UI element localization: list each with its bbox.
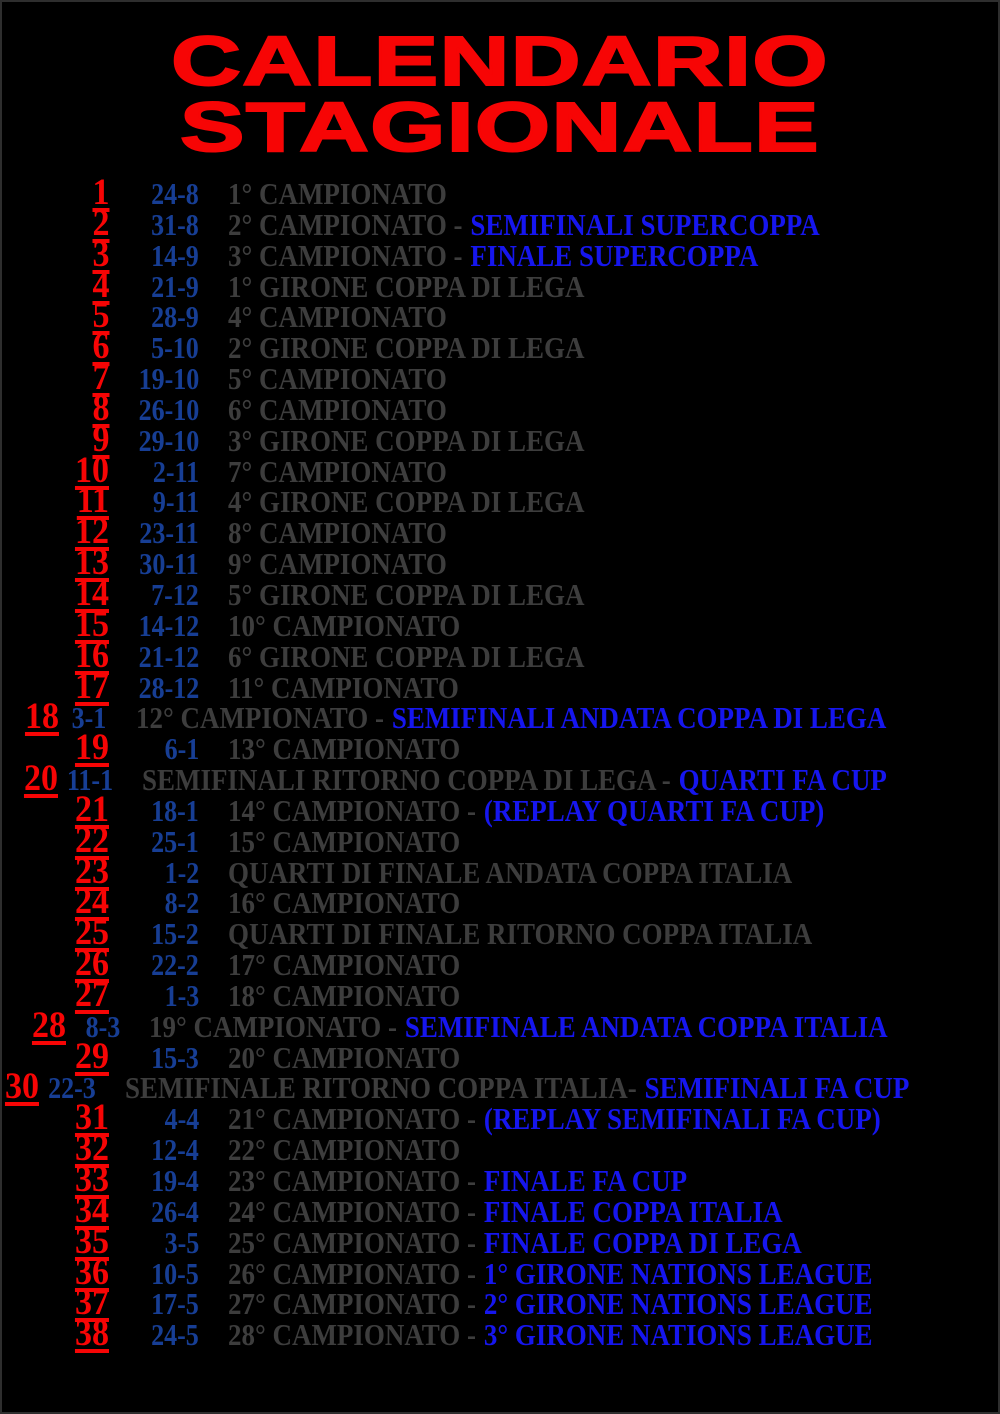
match-date: 23-11	[139, 515, 199, 551]
calendar-row	[2, 634, 998, 676]
match-date: 24-5	[151, 1317, 199, 1353]
event-main-text: SEMIFINALI RITORNO COPPA DI LEGA -	[141, 762, 671, 798]
event-main-text: 2° CAMPIONATO -	[228, 206, 463, 242]
matchday-number: 16	[74, 634, 109, 676]
event-description	[228, 1286, 969, 1322]
match-date: 26-10	[138, 391, 199, 427]
calendar-row	[2, 912, 998, 954]
match-date: 24-8	[151, 176, 199, 211]
match-date: 6-1	[164, 731, 199, 767]
event-description	[228, 1101, 978, 1137]
event-description	[228, 916, 900, 952]
event-description	[135, 700, 998, 736]
matchday-number: 29	[74, 1035, 109, 1077]
matchday-number: 4	[91, 264, 109, 306]
event-main-text: QUARTI DI FINALE ANDATA COPPA ITALIA	[228, 854, 793, 890]
match-date: 17-5	[151, 1286, 199, 1322]
event-description	[228, 638, 638, 674]
matchday-number: 38	[74, 1313, 109, 1355]
matchday-number: 24	[74, 881, 109, 923]
event-main-text: 24° CAMPIONATO -	[228, 1193, 477, 1229]
event-main-text: 8° CAMPIONATO	[228, 515, 447, 551]
calendar-row	[2, 295, 998, 337]
event-description	[228, 361, 480, 397]
match-date: 30-11	[139, 546, 199, 582]
match-date: 29-10	[138, 422, 199, 458]
event-main-text: 18° CAMPIONATO	[228, 977, 461, 1013]
event-description	[228, 422, 638, 458]
calendar-row	[2, 542, 998, 584]
event-description	[228, 1193, 865, 1229]
match-date: 22-3	[48, 1070, 96, 1106]
calendar-row	[2, 172, 998, 213]
event-highlight-text: (REPLAY SEMIFINALI FA CUP)	[483, 1101, 881, 1137]
event-main-text: 9° CAMPIONATO	[228, 546, 447, 582]
page-title-line2: STAGIONALE	[180, 88, 820, 166]
match-date: 3-1	[71, 700, 107, 736]
matchday-number: 6	[91, 326, 109, 368]
matchday-number: 2	[91, 202, 109, 244]
event-main-text: QUARTI DI FINALE RITORNO COPPA ITALIA	[228, 916, 813, 952]
calendar-row	[2, 758, 998, 800]
matchday-number: 12	[74, 511, 109, 553]
event-main-text: 6° GIRONE COPPA DI LEGA	[228, 638, 585, 674]
event-description	[228, 453, 480, 489]
event-description	[228, 1224, 888, 1260]
event-description	[228, 546, 480, 582]
event-highlight-text: SEMIFINALI FA CUP	[644, 1070, 910, 1106]
calendar-row	[2, 696, 998, 738]
match-date: 12-4	[151, 1132, 199, 1168]
match-date: 14-12	[138, 607, 199, 643]
event-main-text: 11° CAMPIONATO	[228, 669, 459, 705]
event-main-text: 5° GIRONE COPPA DI LEGA	[228, 576, 585, 612]
event-description	[124, 1070, 1000, 1106]
event-description	[228, 237, 838, 273]
event-main-text: 21° CAMPIONATO -	[228, 1101, 477, 1137]
event-description	[228, 731, 495, 767]
match-date: 22-2	[151, 947, 199, 983]
page-title	[2, 22, 998, 166]
event-description	[228, 484, 638, 520]
calendar-row	[2, 1097, 998, 1139]
match-date: 15-3	[151, 1039, 199, 1075]
event-highlight-text: QUARTI FA CUP	[678, 762, 887, 798]
match-date: 21-9	[151, 268, 199, 304]
matchday-number: 17	[74, 665, 109, 707]
event-description	[228, 1317, 969, 1353]
match-date: 28-12	[138, 669, 199, 705]
event-main-text: 1° CAMPIONATO	[228, 176, 447, 211]
calendar-row	[2, 1035, 998, 1077]
event-main-text: 15° CAMPIONATO	[228, 823, 461, 859]
matchday-number: 37	[74, 1282, 109, 1324]
page-title-line1: CALENDARIO	[171, 22, 829, 100]
event-main-text: 27° CAMPIONATO -	[228, 1286, 477, 1322]
match-date: 1-3	[164, 977, 199, 1013]
calendar-row	[2, 387, 998, 429]
event-main-text: 10° CAMPIONATO	[228, 607, 461, 643]
calendar-row	[2, 1220, 998, 1262]
event-highlight-text: SEMIFINALE ANDATA COPPA ITALIA	[404, 1008, 888, 1044]
matchday-number: 33	[74, 1159, 109, 1200]
event-highlight-text: FINALE COPPA ITALIA	[483, 1193, 783, 1229]
calendar-row	[2, 1313, 998, 1355]
event-description	[228, 515, 480, 551]
calendar-row	[2, 418, 998, 460]
matchday-number: 5	[91, 295, 109, 337]
calendar-row	[2, 1251, 998, 1293]
matchday-number: 11	[76, 480, 109, 522]
calendar-row	[2, 943, 998, 985]
event-description	[228, 607, 495, 643]
calendar-row	[2, 326, 998, 368]
event-description	[228, 947, 495, 983]
matchday-number: 18	[24, 696, 59, 738]
match-date: 31-8	[151, 206, 199, 242]
event-description	[228, 576, 638, 612]
match-date: 21-12	[138, 638, 199, 674]
event-main-text: 13° CAMPIONATO	[228, 731, 461, 767]
calendar-row	[2, 1159, 998, 1200]
calendar-row	[2, 1128, 998, 1170]
event-main-text: 23° CAMPIONATO -	[228, 1163, 477, 1198]
event-description	[228, 885, 495, 921]
matchday-number: 22	[74, 819, 109, 861]
matchday-number: 21	[74, 788, 109, 830]
match-date: 28-9	[151, 299, 199, 335]
event-main-text: SEMIFINALE RITORNO COPPA ITALIA-	[124, 1070, 637, 1106]
event-highlight-text: FINALE SUPERCOPPA	[470, 237, 759, 273]
event-main-text: 4° CAMPIONATO	[228, 299, 447, 335]
event-highlight-text: 3° GIRONE NATIONS LEAGUE	[483, 1317, 873, 1353]
calendar-row	[2, 727, 998, 769]
event-main-text: 28° CAMPIONATO -	[228, 1317, 477, 1353]
event-highlight-text: (REPLAY QUARTI FA CUP)	[483, 792, 825, 828]
matchday-number: 32	[74, 1128, 109, 1170]
event-main-text: 7° CAMPIONATO	[228, 453, 447, 489]
match-date: 2-11	[152, 453, 199, 489]
match-date: 26-4	[151, 1193, 199, 1229]
matchday-number: 19	[74, 727, 109, 769]
match-date: 25-1	[151, 823, 199, 859]
match-date: 10-5	[151, 1255, 199, 1291]
calendar-row	[2, 1282, 998, 1324]
matchday-number: 9	[91, 418, 109, 460]
event-main-text: 6° CAMPIONATO	[228, 391, 447, 427]
calendar-row	[2, 1066, 998, 1108]
matchday-number: 13	[74, 542, 109, 584]
match-date: 8-2	[164, 885, 199, 921]
calendar-row	[2, 449, 998, 491]
event-description	[228, 792, 913, 828]
event-description	[228, 1132, 495, 1168]
event-description	[228, 206, 908, 242]
matchday-number: 7	[91, 357, 109, 399]
matchday-number: 31	[74, 1097, 109, 1139]
event-main-text: 19° CAMPIONATO -	[149, 1008, 398, 1044]
calendar-row	[2, 511, 998, 553]
event-description	[228, 854, 877, 890]
calendar-row	[2, 572, 998, 614]
event-description	[149, 1008, 998, 1044]
calendar-row	[2, 1189, 998, 1231]
matchday-number: 8	[91, 387, 109, 429]
calendar-list	[2, 172, 998, 1355]
match-date: 18-1	[151, 792, 199, 828]
matchday-number: 34	[74, 1189, 109, 1231]
match-date: 5-10	[151, 330, 199, 366]
event-main-text: 3° CAMPIONATO -	[228, 237, 463, 273]
matchday-number: 35	[74, 1220, 109, 1262]
event-description	[228, 391, 480, 427]
match-date: 19-10	[138, 361, 199, 397]
event-description	[141, 762, 998, 798]
event-highlight-text: FINALE COPPA DI LEGA	[483, 1224, 802, 1260]
event-description	[228, 823, 495, 859]
event-description	[228, 1255, 969, 1291]
calendar-row	[2, 480, 998, 522]
matchday-number: 27	[74, 973, 109, 1015]
event-main-text: 17° CAMPIONATO	[228, 947, 461, 983]
event-main-text: 22° CAMPIONATO	[228, 1132, 461, 1168]
event-main-text: 25° CAMPIONATO -	[228, 1224, 477, 1260]
calendar-row	[2, 202, 998, 244]
event-main-text: 14° CAMPIONATO -	[228, 792, 477, 828]
match-date: 3-5	[164, 1224, 199, 1260]
event-main-text: 26° CAMPIONATO -	[228, 1255, 477, 1291]
event-description	[228, 268, 638, 304]
matchday-number: 10	[74, 449, 109, 491]
event-description	[228, 176, 480, 211]
calendar-row	[2, 881, 998, 923]
calendar-row	[2, 233, 998, 275]
match-date: 11-1	[66, 762, 113, 798]
event-main-text: 4° GIRONE COPPA DI LEGA	[228, 484, 585, 520]
matchday-number: 1	[91, 172, 109, 213]
calendar-row	[2, 850, 998, 892]
calendar-row	[2, 973, 998, 1015]
event-main-text: 16° CAMPIONATO	[228, 885, 461, 921]
match-date: 9-11	[152, 484, 199, 520]
calendar-row	[2, 1004, 998, 1046]
match-date: 14-9	[151, 237, 199, 273]
calendar-row	[2, 264, 998, 306]
match-date: 15-2	[151, 916, 199, 952]
matchday-number: 25	[74, 912, 109, 954]
calendar-row	[2, 788, 998, 830]
matchday-number: 26	[74, 943, 109, 985]
calendar-row	[2, 665, 998, 707]
event-highlight-text: SEMIFINALI ANDATA COPPA DI LEGA	[391, 700, 886, 736]
event-main-text: 5° CAMPIONATO	[228, 361, 447, 397]
matchday-number: 14	[74, 572, 109, 614]
match-date: 19-4	[151, 1163, 199, 1198]
event-highlight-text: 1° GIRONE NATIONS LEAGUE	[483, 1255, 873, 1291]
matchday-number: 30	[4, 1066, 39, 1108]
event-main-text: 20° CAMPIONATO	[228, 1039, 461, 1075]
calendar-row	[2, 357, 998, 399]
event-highlight-text: 2° GIRONE NATIONS LEAGUE	[483, 1286, 873, 1322]
event-main-text: 3° GIRONE COPPA DI LEGA	[228, 422, 585, 458]
event-highlight-text: FINALE FA CUP	[483, 1163, 688, 1198]
event-main-text: 1° GIRONE COPPA DI LEGA	[228, 268, 585, 304]
event-highlight-text: SEMIFINALI SUPERCOPPA	[470, 206, 820, 242]
event-main-text: 2° GIRONE COPPA DI LEGA	[228, 330, 585, 366]
event-description	[228, 330, 638, 366]
event-description	[228, 1039, 495, 1075]
match-date: 7-12	[151, 576, 199, 612]
match-date: 8-3	[85, 1008, 120, 1044]
matchday-number: 15	[74, 603, 109, 645]
calendar-row	[2, 603, 998, 645]
calendar-row	[2, 819, 998, 861]
matchday-number: 36	[74, 1251, 109, 1293]
event-description	[228, 977, 495, 1013]
event-description	[228, 299, 480, 335]
event-description	[228, 669, 493, 705]
event-main-text: 12° CAMPIONATO -	[135, 700, 384, 736]
matchday-number: 23	[74, 850, 109, 892]
matchday-number: 28	[32, 1004, 67, 1046]
match-date: 1-2	[164, 854, 199, 890]
matchday-number: 3	[91, 233, 109, 275]
match-date: 4-4	[164, 1101, 199, 1137]
event-description	[228, 1163, 756, 1198]
matchday-number: 20	[23, 758, 58, 800]
